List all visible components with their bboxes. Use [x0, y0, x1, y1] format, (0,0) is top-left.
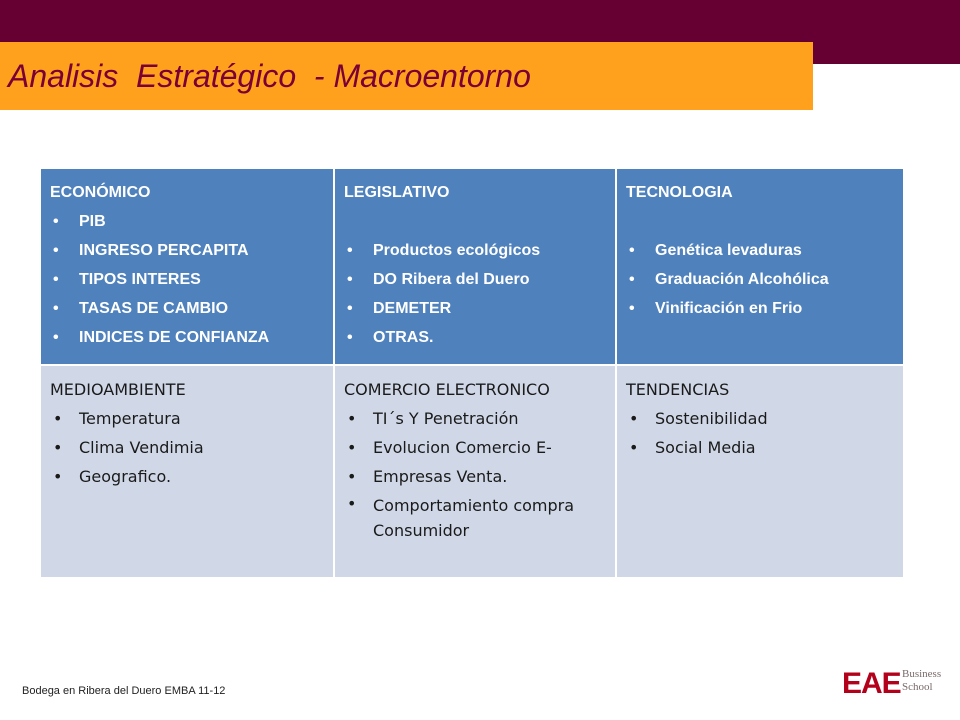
- cell-heading: TECNOLOGIA: [626, 184, 733, 201]
- cell-legislativo: [335, 169, 617, 366]
- list-item: • Empresas Venta.: [344, 462, 607, 491]
- cell-tecnologia: [617, 169, 903, 366]
- cell-heading: MEDIOAMBIENTE: [50, 380, 186, 399]
- list-item: • DEMETER: [344, 294, 607, 323]
- logo-line-2: School: [902, 681, 933, 693]
- bullet-list: [344, 236, 607, 352]
- bullet-list: [626, 236, 895, 323]
- logo-mark: EAE: [842, 667, 901, 700]
- cell-heading: COMERCIO ELECTRONICO: [344, 380, 550, 399]
- list-item: • Graduación Alcohólica: [626, 265, 895, 294]
- list-item: • TI´s Y Penetración: [344, 404, 607, 433]
- blank-line: [344, 207, 607, 236]
- list-item: • Evolucion Comercio E-: [344, 433, 607, 462]
- list-item: • Sostenibilidad: [626, 404, 895, 433]
- cell-medioambiente: [41, 366, 335, 579]
- list-item: • DO Ribera del Duero: [344, 265, 607, 294]
- list-item: • Vinificación en Frio: [626, 294, 895, 323]
- list-item: • Productos ecológicos: [344, 236, 607, 265]
- bullet-list: [50, 207, 325, 352]
- cell-heading: ECONÓMICO: [50, 184, 151, 201]
- macroentorno-grid: [41, 169, 903, 579]
- list-item: • Geografico.: [50, 462, 325, 491]
- bullet-list: [626, 404, 895, 462]
- list-item: • Temperatura: [50, 404, 325, 433]
- list-item: • PIB: [50, 207, 325, 236]
- list-item: • Social Media: [626, 433, 895, 462]
- cell-comercio-electronico: [335, 366, 617, 579]
- slide-title: Analisis Estratégico - Macroentorno: [8, 58, 531, 94]
- list-item: • INDICES DE CONFIANZA: [50, 323, 325, 352]
- list-item: • INGRESO PERCAPITA: [50, 236, 325, 265]
- cell-heading: LEGISLATIVO: [344, 184, 450, 201]
- bullet-list: [50, 404, 325, 491]
- list-item: • TIPOS INTERES: [50, 265, 325, 294]
- cell-economico: [41, 169, 335, 366]
- footer-text: Bodega en Ribera del Duero EMBA 11-12: [22, 685, 226, 697]
- list-item: • Clima Vendimia: [50, 433, 325, 462]
- cell-heading: TENDENCIAS: [626, 380, 730, 399]
- bullet-list: [344, 404, 607, 543]
- eae-logo: [842, 665, 942, 703]
- list-item: • OTRAS.: [344, 323, 607, 352]
- list-item: • Genética levaduras: [626, 236, 895, 265]
- list-item: • Comportamiento compra Consumidor: [344, 491, 607, 543]
- logo-subtitle: [902, 668, 941, 694]
- logo-line-1: Business: [902, 668, 942, 680]
- cell-tendencias: [617, 366, 903, 579]
- blank-line: [626, 207, 895, 236]
- list-item: • TASAS DE CAMBIO: [50, 294, 325, 323]
